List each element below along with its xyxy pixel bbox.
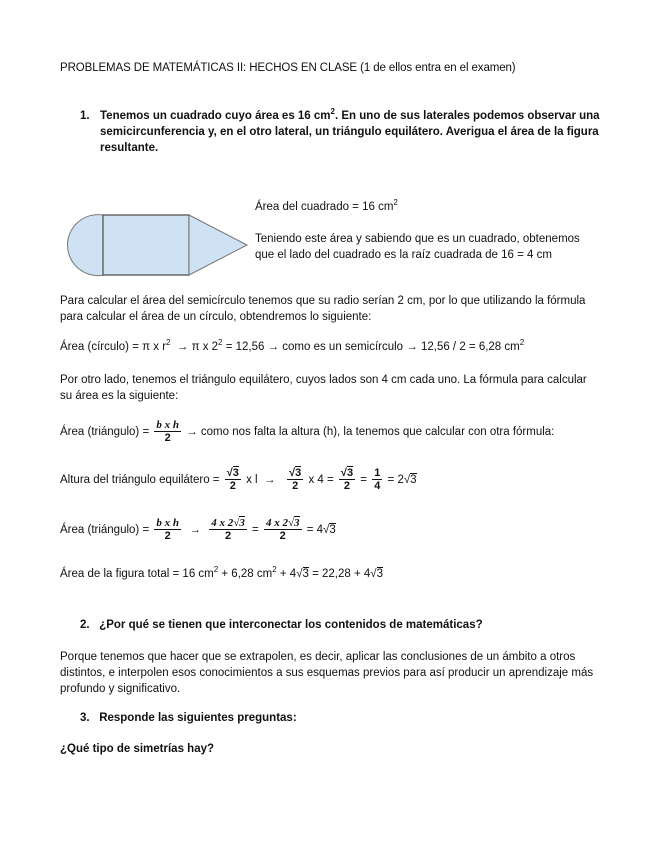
document-title: PROBLEMAS DE MATEMÁTICAS II: HECHOS EN CLASE (1 de ellos entra en el examen): [60, 62, 516, 74]
circle-formula: Área (círculo) = π x $r^2 \to \pi$ x $2^2 = 12,56$ → como es un semicírculo → 12,56 / 2 = 6,28 $cm^2$: [60, 338, 525, 353]
problem-1: [80, 108, 600, 156]
total-area-formula: Área de la figura total = 16 $cm^2 + 6,28$ $cm^2 + 4√3 = 22,28 + 4√3$: [60, 565, 384, 580]
square-area-label: Área del cuadrado = 16 $cm^2$: [255, 198, 398, 213]
square-shape: [103, 215, 189, 275]
triangle-formula-2: Área (triángulo) = $\frac{\text{b x h}}{2}$ → $\frac{4 x 2√3}{2}$ = $\frac{4 x 2√3}{2}$ = 4√3: [60, 517, 336, 543]
triangle-shape: [189, 215, 247, 275]
problem-1-text: Tenemos un cuadrado cuyo área es 16 $cm^2$. En uno de sus laterales podemos observar una semicircunferencia y, en el otro lateral, un triángulo equilátero. Averigua el área de la figura resultante.: [100, 107, 600, 154]
square-side-text: Teniendo este área y sabiendo que es un cuadrado, obtenemos que el lado del cuadrado es la raíz cuadrada de 16 = 4 cm: [255, 233, 580, 261]
triangle-formula-1: Área (triángulo) = $\frac{\text{b x h}}{2}$ → como nos falta la altura (h), la tenemos que calcular con otra fórmula:: [60, 419, 555, 445]
problem-3: 3. Responde las siguientes preguntas:: [80, 712, 297, 724]
triangle-paragraph: Por otro lado, tenemos el triángulo equilátero, cuyos lados son 4 cm cada uno. La fórmula para calcular su área es la siguiente:: [60, 374, 587, 402]
symmetry-question: ¿Qué tipo de simetrías hay?: [60, 743, 215, 755]
problem-2: 2. ¿Por qué se tienen que interconectar los contenidos de matemáticas?: [80, 619, 483, 631]
semicircle-shape: [68, 215, 104, 276]
height-formula: Altura del triángulo equilátero = $\frac{√3}{2}$ x l → $\frac{√3}{2}$ x 4 = $\frac{√3}{2}$ = $\frac{1}{4}$ = 2√3: [60, 467, 417, 493]
semicircle-paragraph: Para calcular el área del semicírculo tenemos que su radio serían 2 cm, por lo que utilizando la fórmula para calcular el área de un círculo, obtendremos lo siguiente:: [60, 295, 586, 323]
fraction-bh-over-2: $\frac{\text{b x h}}{2}$: [156, 419, 179, 445]
answer-2: Porque tenemos que hacer que se extrapolen, es decir, aplicar las conclusiones de un ámbito a otros distintos, e interpolen esos conocimientos a sus esquemas previos para así producir un aprendizaje más profundo y significativo.: [60, 651, 594, 695]
problem-1-number: 1.: [80, 110, 90, 122]
composite-figure: [58, 212, 250, 278]
